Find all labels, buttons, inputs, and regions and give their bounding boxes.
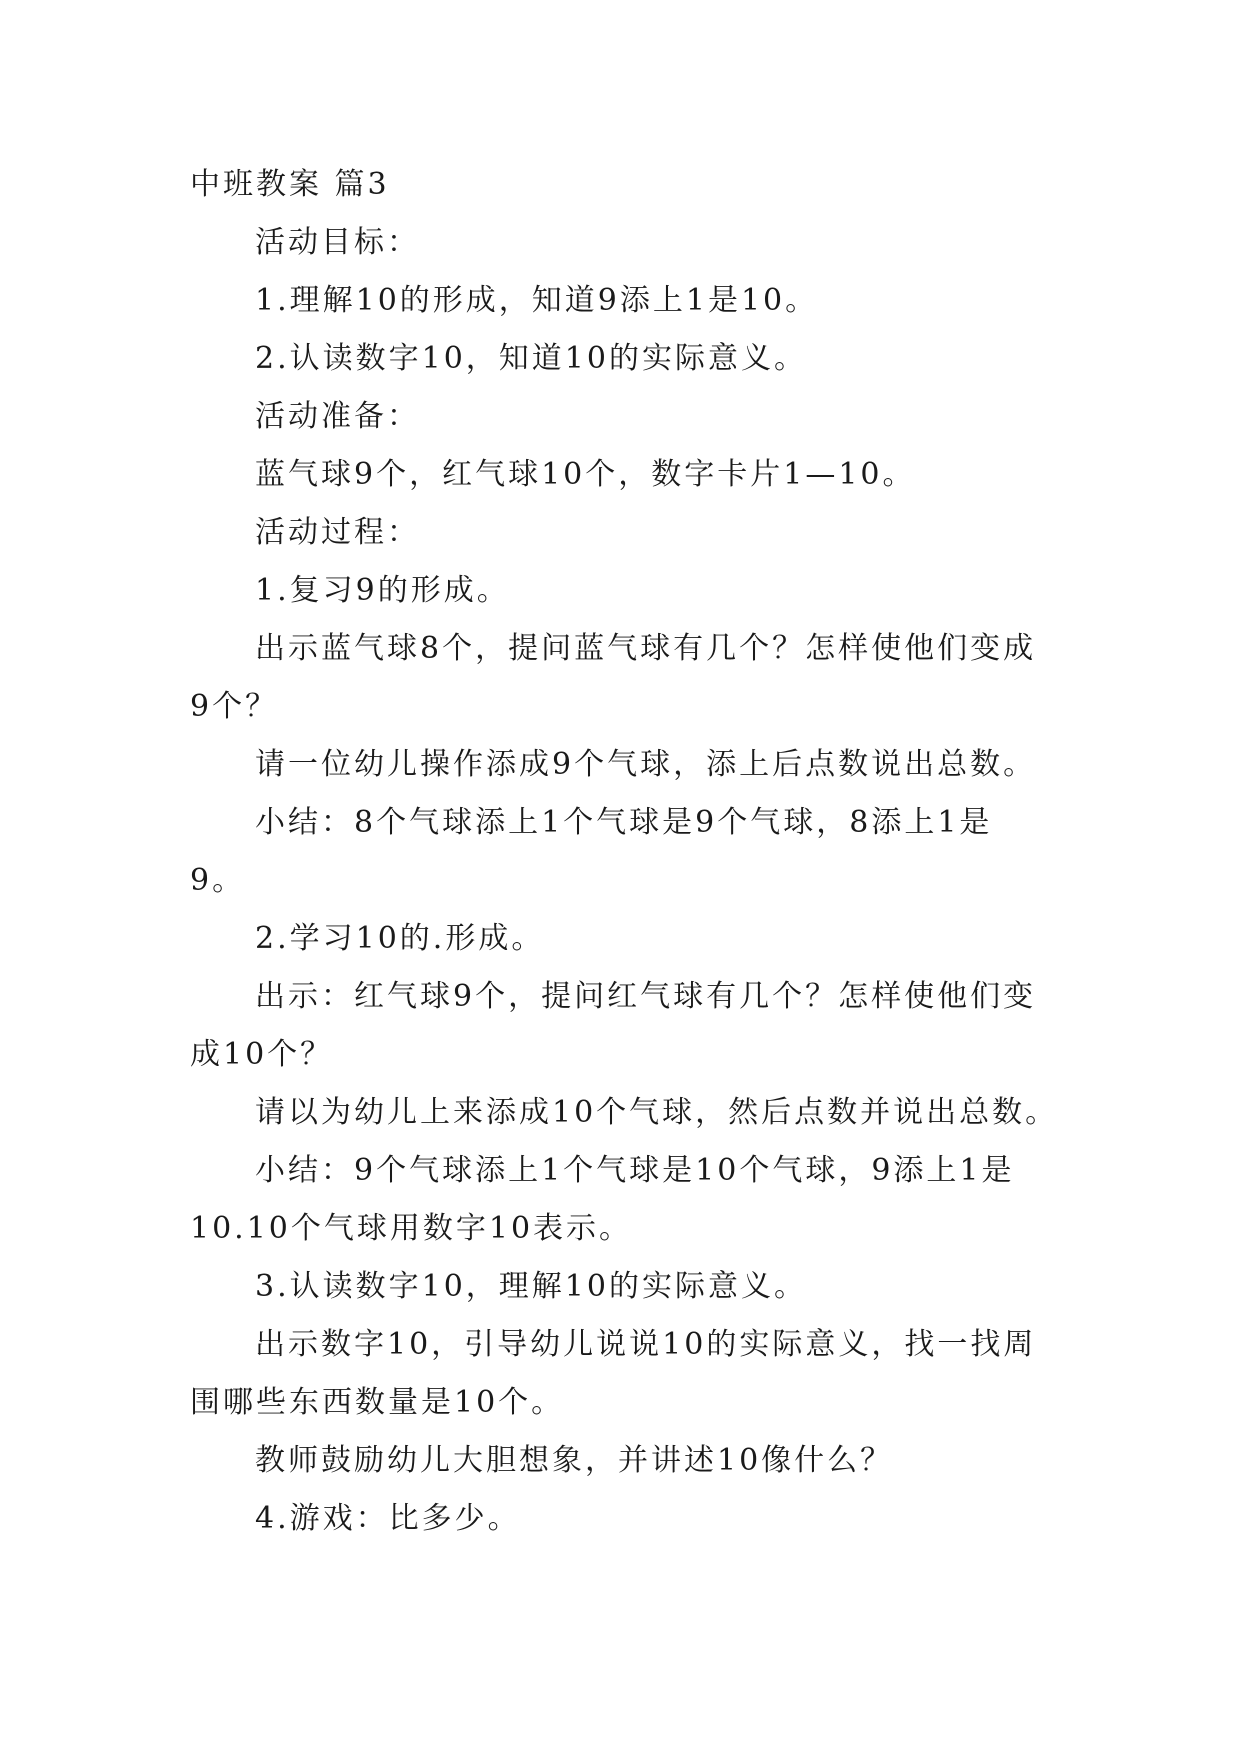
- paragraph-line: 2.学习10的.形成。: [255, 921, 545, 956]
- paragraph-line: 围哪些东西数量是10个。: [190, 1385, 565, 1420]
- paragraph-line: 小结：9个气球添上1个气球是10个气球，9添上1是: [255, 1153, 1015, 1188]
- document-title: 中班教案 篇3: [190, 167, 390, 202]
- paragraph-line: 2.认读数字10，知道10的实际意义。: [255, 341, 807, 376]
- paragraph-line: 9个？: [190, 689, 279, 724]
- paragraph-line: 1.理解10的形成，知道9添上1是10。: [255, 283, 819, 318]
- paragraph-line: 小结：8个气球添上1个气球是9个气球，8添上1是: [255, 805, 993, 840]
- paragraph-line: 10.10个气球用数字10表示。: [190, 1211, 633, 1246]
- paragraph-line: 4.游戏：比多少。: [255, 1501, 521, 1536]
- paragraph-line: 出示蓝气球8个，提问蓝气球有几个？怎样使他们变成: [255, 631, 1037, 666]
- paragraph-line: 教师鼓励幼儿大胆想象，并讲述10像什么？: [255, 1443, 894, 1478]
- paragraph-line: 成10个？: [190, 1037, 334, 1072]
- section-heading-goals: 活动目标：: [255, 225, 420, 260]
- section-heading-process: 活动过程：: [255, 515, 420, 550]
- paragraph-line: 3.认读数字10，理解10的实际意义。: [255, 1269, 807, 1304]
- paragraph-line: 9。: [190, 863, 246, 898]
- paragraph-line: 出示数字10，引导幼儿说说10的实际意义，找一找周: [255, 1327, 1037, 1362]
- paragraph-line: 1.复习9的形成。: [255, 573, 510, 608]
- paragraph-line: 请以为幼儿上来添成10个气球，然后点数并说出总数。: [255, 1095, 1059, 1130]
- paragraph-line: 请一位幼儿操作添成9个气球，添上后点数说出总数。: [255, 747, 1037, 782]
- section-heading-preparation: 活动准备：: [255, 399, 420, 434]
- paragraph-line: 蓝气球9个，红气球10个，数字卡片1—10。: [255, 457, 916, 492]
- paragraph-line: 出示：红气球9个，提问红气球有几个？怎样使他们变: [255, 979, 1037, 1014]
